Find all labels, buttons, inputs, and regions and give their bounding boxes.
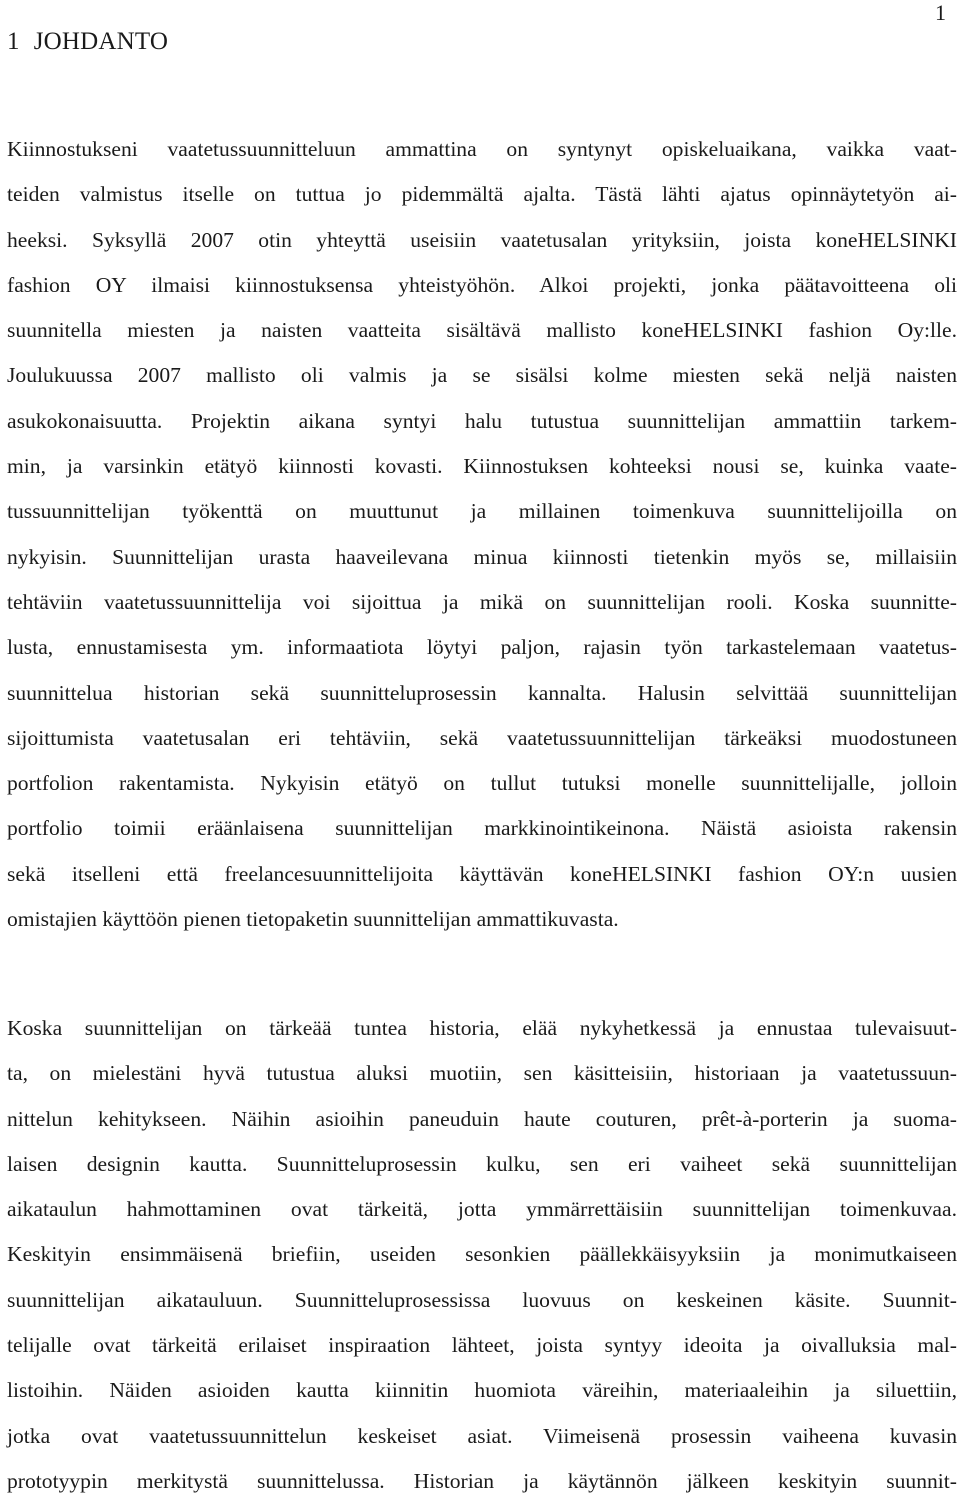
text-line: Keskityin ensimmäisenä briefiin, useiden sesonkien päällekkäisyyksiin ja monimutkaiseen <box>7 1242 957 1267</box>
text-line: Joulukuussa 2007 mallisto oli valmis ja se sisälsi kolme miesten sekä neljä naisten <box>7 363 957 388</box>
text-line: tussuunnittelijan työkenttä on muuttunut ja millainen toimenkuva suunnittelijoilla on <box>7 499 957 524</box>
text-line: listoihin. Näiden asioiden kautta kiinnitin huomiota väreihin, materiaaleihin ja siluettiin, <box>7 1378 957 1403</box>
paragraph-1 <box>7 127 957 942</box>
text-line: suunnitella miesten ja naisten vaatteita sisältävä mallisto koneHELSINKI fashion Oy:lle. <box>7 318 957 343</box>
text-line: suunnittelijan aikatauluun. Suunnitteluprosessissa luovuus on keskeinen käsite. Suunnit- <box>7 1287 957 1312</box>
chapter-title: JOHDANTO <box>33 28 169 55</box>
text-line: lusta, ennustamisesta ym. informaatiota löytyi paljon, rajasin työn tarkastelemaan vaatetus- <box>7 635 957 660</box>
text-line: min, ja varsinkin etätyö kiinnosti kovasti. Kiinnostuksen kohteeksi nousi se, kuinka vaate- <box>7 454 957 479</box>
text-line: omistajien käyttöön pienen tietopaketin suunnittelijan ammattikuvasta. <box>7 907 619 932</box>
text-line: nittelun kehitykseen. Näihin asioihin paneuduin haute couturen, prêt-à-porterin ja suoma- <box>7 1106 957 1131</box>
text-line: teiden valmistus itselle on tuttua jo pidemmältä ajalta. Tästä lähti ajatus opinnäytetyön ai- <box>7 182 957 207</box>
chapter-heading <box>7 27 168 57</box>
text-line: Koska suunnittelijan on tärkeää tuntea historia, elää nykyhetkessä ja ennustaa tulevaisuut- <box>7 1016 957 1040</box>
text-line: jotka ovat vaatetussuunnittelun keskeiset asiat. Viimeisenä prosessin vaiheena kuvasin <box>7 1423 957 1448</box>
text-line: prototyypin merkitystä suunnittelussa. Historian ja käytännön jälkeen keskityin suunnit- <box>7 1468 957 1493</box>
paragraph-2 <box>7 1006 957 1504</box>
text-line: sekä itselleni että freelancesuunnittelijoita käyttävän koneHELSINKI fashion OY:n uusien <box>7 861 957 886</box>
text-line: laisen designin kautta. Suunnitteluprosessin kulku, sen eri vaiheet sekä suunnittelijan <box>7 1151 957 1176</box>
text-line: Kiinnostukseni vaatetussuunnitteluun ammattina on syntynyt opiskeluaikana, vaikka vaat- <box>7 137 957 161</box>
text-line: sijoittumista vaatetusalan eri tehtäviin, sekä vaatetussuunnittelijan tärkeäksi muodostuneen <box>7 725 957 750</box>
text-line: suunnittelua historian sekä suunnitteluprosessin kannalta. Halusin selvittää suunnittelijan <box>7 680 957 705</box>
page-number: 1 <box>935 0 946 25</box>
text-line: portfolio toimii eräänlaisena suunnittelijan markkinointikeinona. Näistä asioista rakensin <box>7 816 957 841</box>
chapter-number: 1 <box>7 28 20 55</box>
text-line: heeksi. Syksyllä 2007 otin yhteyttä useisiin vaatetusalan yrityksiin, joista koneHELSINKI <box>7 227 957 252</box>
text-line: nykyisin. Suunnittelijan urasta haaveilevana minua kiinnosti tietenkin myös se, millaisiin <box>7 544 957 569</box>
text-line: telijalle ovat tärkeitä erilaiset inspiraation lähteet, joista syntyy ideoita ja oivalluksia mal- <box>7 1333 957 1358</box>
text-line: aikataulun hahmottaminen ovat tärkeitä, jotta ymmärrettäisiin suunnittelijan toimenkuvaa. <box>7 1197 957 1222</box>
text-line: tehtäviin vaatetussuunnittelija voi sijoittua ja mikä on suunnittelijan rooli. Koska suunnitte- <box>7 589 957 614</box>
text-line: portfolion rakentamista. Nykyisin etätyö on tullut tutuksi monelle suunnittelijalle, jolloin <box>7 771 957 796</box>
text-line: ta, on mielestäni hyvä tutustua aluksi muotiin, sen käsitteisiin, historiaan ja vaatetussuun- <box>7 1061 957 1086</box>
text-line: asukokonaisuutta. Projektin aikana syntyi halu tutustua suunnittelijan ammattiin tarkem- <box>7 408 957 433</box>
text-line: fashion OY ilmaisi kiinnostuksensa yhteistyöhön. Alkoi projekti, jonka päätavoitteena oli <box>7 272 957 297</box>
